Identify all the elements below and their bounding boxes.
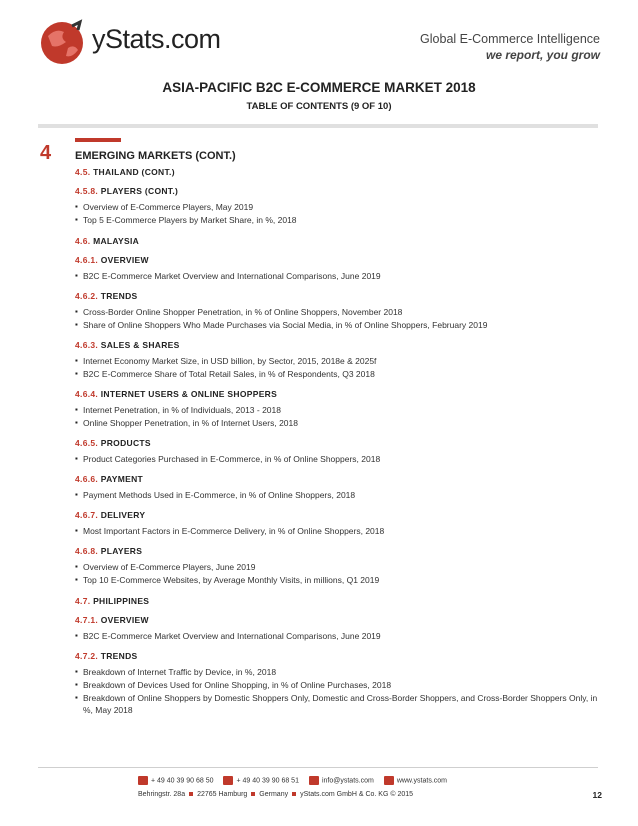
toc-heading-label: PLAYERS xyxy=(100,546,143,556)
toc-item: ▪ Overview of E-Commerce Players, June 2019 xyxy=(75,561,605,573)
toc-number: 4.6.1. xyxy=(75,255,99,265)
toc-item: ▪ Share of Online Shoppers Who Made Purchases via Social Media, in % of Online Shoppers, February 2019 xyxy=(75,319,605,331)
toc-number: 4.5. xyxy=(75,167,91,177)
toc-heading-label: OVERVIEW xyxy=(100,255,149,265)
toc-heading-label: PRODUCTS xyxy=(100,438,151,448)
email-icon xyxy=(309,776,319,785)
toc-section-heading xyxy=(75,167,605,177)
toc-item: ▪ Online Shopper Penetration, in % of Internet Users, 2018 xyxy=(75,417,605,429)
toc-item: ▪ Breakdown of Internet Traffic by Device, in %, 2018 xyxy=(75,666,605,678)
footer-web[interactable]: www.ystats.com xyxy=(384,776,447,785)
toc-number: 4.6.2. xyxy=(75,291,99,301)
toc-subsection-heading xyxy=(75,546,605,556)
toc-item: ▪ Most Important Factors in E-Commerce Delivery, in % of Online Shoppers, 2018 xyxy=(75,525,605,537)
tagline-main: Global E-Commerce Intelligence xyxy=(420,32,600,46)
toc-subsection-heading xyxy=(75,438,605,448)
toc-heading-label: MALAYSIA xyxy=(93,236,140,246)
footer-email[interactable]: info@ystats.com xyxy=(309,776,374,785)
chapter-number: 4 xyxy=(40,142,52,164)
page-subtitle: TABLE OF CONTENTS (9 OF 10) xyxy=(246,101,392,112)
toc-number: 4.6.6. xyxy=(75,474,99,484)
toc-heading-label: TRENDS xyxy=(100,291,138,301)
toc-item: ▪ Breakdown of Devices Used for Online Shopping, in % of Online Purchases, 2018 xyxy=(75,679,605,691)
toc-heading-label: THAILAND (CONT.) xyxy=(93,167,175,177)
toc-number: 4.6. xyxy=(75,236,91,246)
toc-item: ▪ B2C E-Commerce Market Overview and International Comparisons, June 2019 xyxy=(75,270,605,282)
toc-number: 4.6.5. xyxy=(75,438,99,448)
table-of-contents xyxy=(75,167,605,717)
phone-icon xyxy=(138,776,148,785)
chapter-title: EMERGING MARKETS (CONT.) xyxy=(75,150,236,162)
toc-subsection-heading xyxy=(75,389,605,399)
page-number: 12 xyxy=(592,790,602,800)
toc-number: 4.7.1. xyxy=(75,615,99,625)
toc-subsection-heading xyxy=(75,340,605,350)
toc-item: ▪ Top 5 E-Commerce Players by Market Share, in %, 2018 xyxy=(75,214,605,226)
footer-divider xyxy=(38,767,598,768)
toc-number: 4.6.3. xyxy=(75,340,99,350)
fax-icon xyxy=(223,776,233,785)
toc-number: 4.7.2. xyxy=(75,651,99,661)
toc-subsection-heading xyxy=(75,255,605,265)
toc-item: ▪ Top 10 E-Commerce Websites, by Average Monthly Visits, in millions, Q1 2019 xyxy=(75,574,605,586)
toc-heading-label: INTERNET USERS & ONLINE SHOPPERS xyxy=(100,389,278,399)
toc-number: 4.6.4. xyxy=(75,389,99,399)
toc-item: ▪ Overview of E-Commerce Players, May 2019 xyxy=(75,201,605,213)
footer-fax: + 49 40 39 90 68 51 xyxy=(223,776,298,785)
toc-heading-label: PHILIPPINES xyxy=(93,596,150,606)
toc-number: 4.7. xyxy=(75,596,91,606)
toc-subsection-heading xyxy=(75,651,605,661)
toc-number: 4.5.8. xyxy=(75,186,99,196)
toc-item: ▪ Internet Economy Market Size, in USD billion, by Sector, 2015, 2018e & 2025f xyxy=(75,355,605,367)
toc-item: ▪ B2C E-Commerce Market Overview and International Comparisons, June 2019 xyxy=(75,630,605,642)
toc-heading-label: DELIVERY xyxy=(100,510,146,520)
toc-section-heading xyxy=(75,596,605,606)
toc-heading-label: SALES & SHARES xyxy=(100,340,180,350)
toc-number: 4.6.7. xyxy=(75,510,99,520)
toc-heading-label: PLAYERS (CONT.) xyxy=(100,186,179,196)
footer-phone: + 49 40 39 90 68 50 xyxy=(138,776,213,785)
toc-heading-label: PAYMENT xyxy=(100,474,143,484)
page-title: ASIA-PACIFIC B2C E-COMMERCE MARKET 2018 xyxy=(162,80,476,95)
toc-section-heading xyxy=(75,236,605,246)
globe-icon xyxy=(384,776,394,785)
toc-item: ▪ Breakdown of Online Shoppers by Domestic Shoppers Only, Domestic and Cross-Border Shoppers, and Cross-Border Shoppers Only, in %, May 2018 xyxy=(75,692,605,716)
brand-logo xyxy=(38,18,238,66)
toc-subsection-heading xyxy=(75,510,605,520)
toc-subsection-heading xyxy=(75,474,605,484)
brand-name: yStats.com xyxy=(92,24,221,54)
tagline-sub: we report, you grow xyxy=(485,48,600,62)
toc-heading-label: OVERVIEW xyxy=(100,615,149,625)
toc-subsection-heading xyxy=(75,615,605,625)
chapter-accent-bar xyxy=(75,138,121,142)
toc-item: ▪ Payment Methods Used in E-Commerce, in % of Online Shoppers, 2018 xyxy=(75,489,605,501)
toc-number: 4.6.8. xyxy=(75,546,99,556)
footer xyxy=(138,773,508,798)
toc-item: ▪ Product Categories Purchased in E-Commerce, in % of Online Shoppers, 2018 xyxy=(75,453,605,465)
tagline xyxy=(420,32,600,62)
toc-item: ▪ Internet Penetration, in % of Individuals, 2013 - 2018 xyxy=(75,404,605,416)
footer-address: Behringstr. 28a 22765 Hamburg Germany yStats.com GmbH & Co. KG © 2015 xyxy=(138,791,414,798)
toc-item: ▪ Cross-Border Online Shopper Penetration, in % of Online Shoppers, November 2018 xyxy=(75,306,605,318)
toc-heading-label: TRENDS xyxy=(100,651,138,661)
globe-logo-icon xyxy=(38,18,86,66)
toc-item: ▪ B2C E-Commerce Share of Total Retail Sales, in % of Respondents, Q3 2018 xyxy=(75,368,605,380)
header-divider xyxy=(38,124,598,128)
toc-subsection-heading xyxy=(75,291,605,301)
toc-subsection-heading xyxy=(75,186,605,196)
